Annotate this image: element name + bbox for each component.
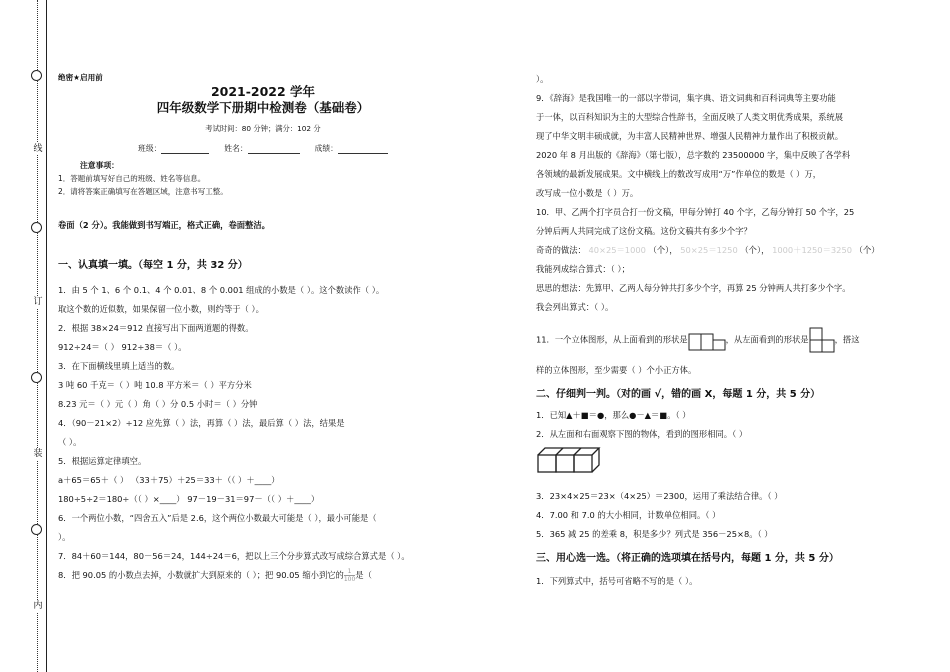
binding-circle xyxy=(31,372,42,383)
question-line: 样的立体图形，至少需要（ ）个小正方体。 xyxy=(536,365,697,375)
fraction-denominator: 100 xyxy=(343,576,356,583)
binding-char-nei: 内 xyxy=(33,601,43,611)
question-line: 2．根据 38×24＝912 直接写出下面两道题的得数。 xyxy=(58,323,254,333)
question-line: 3 吨 60 千克＝（ ）吨 10.8 平方米＝（ ）平方分米 xyxy=(58,380,252,390)
binding-char-ding: 订 xyxy=(33,297,43,307)
q11-text-a: 11．一个立体图形，从上面看到的形状是 xyxy=(536,334,688,345)
year-title: 2021-2022 学年 xyxy=(210,84,316,99)
q11-text-b: ，从左面看到的形状是 xyxy=(725,334,809,345)
question-line: 于一体，以百科知识为主的大型综合性辞书，全面反映了人类文明优秀成果，系统展 xyxy=(536,112,843,122)
top-view-shape-icon xyxy=(688,328,726,352)
question-line: 180÷5÷2＝180÷（（ ）×____） 97－19－31＝97－（（ ）＋____） xyxy=(58,494,320,504)
note-item: 2．请将答案正确填写在答题区域，注意书写工整。 xyxy=(58,187,228,196)
judge-line: 2．从左面和右面观察下图的物体，看到的图形相同。（ ） xyxy=(536,429,748,439)
question-line: 3．在下面横线里填上适当的数。 xyxy=(58,361,180,371)
question-line: 我会列出算式：（ ）。 xyxy=(536,302,614,312)
qiqi-method xyxy=(536,241,896,260)
neatness-line: 卷面（2 分）。我能做到书写端正，格式正确，卷面整洁。 xyxy=(58,220,270,230)
question-line: 912÷24＝（ ） 912÷38＝（ ）。 xyxy=(58,342,187,352)
section1-title: 一、认真填一填。（每空 1 分，共 32 分） xyxy=(58,260,248,271)
binding-margin xyxy=(0,0,50,672)
q11-text-c: ，搭这 xyxy=(834,334,860,345)
qiqi-step: 1000＋1250＝3250 xyxy=(772,245,853,255)
section2-title: 二、仔细判一判。（对的画 √，错的画 X，每题 1 分，共 5 分） xyxy=(536,389,821,400)
qiqi-step: （个） xyxy=(854,245,880,255)
question-line-8 xyxy=(58,566,468,585)
score-label: 成绩： xyxy=(314,144,338,153)
question-line: 10．甲、乙两个打字员合打一份文稿，甲每分钟打 40 个字，乙每分钟打 50 个字，25 xyxy=(536,207,855,217)
class-label: 班级： xyxy=(138,144,162,153)
judge-line: 3．23×4×25＝23×（4×25）＝2300，运用了乘法结合律。（ ） xyxy=(536,491,783,501)
judge-line: 5．365 减 25 的差乘 8，积是多少？列式是 356－25×8。（ ） xyxy=(536,529,773,539)
name-label: 姓名： xyxy=(224,144,248,153)
left-view-shape-icon xyxy=(809,327,835,353)
question-line: 5．根据运算定律填空。 xyxy=(58,456,147,466)
fraction-one-hundredth xyxy=(344,568,355,583)
binding-circle xyxy=(31,222,42,233)
question-11 xyxy=(536,327,896,353)
secret-label: 绝密★启用前 xyxy=(58,73,103,82)
qiqi-step: （个）， xyxy=(648,245,678,255)
right-column xyxy=(536,70,896,591)
question-line: 改写成一位小数是（ ）万。 xyxy=(536,188,639,198)
question-line: 现了中华文明丰硕成就，为丰富人民精神世界、增强人民精神力量作出了积极贡献。 xyxy=(536,131,843,141)
binding-circle xyxy=(31,70,42,81)
question-line: 各领域的最新发展成果。文中横线上的数改写成用“万”作单位的数是（ ）万， xyxy=(536,169,822,179)
question-line: 7．84＋60＝144，80－56＝24，144÷24＝6，把以上三个分步算式改写成综合算式是（ ）。 xyxy=(58,551,410,561)
question-line: 分钟后两人共同完成了这份文稿。这份文稿共有多少个字？ xyxy=(536,226,752,236)
name-blank[interactable] xyxy=(248,145,300,154)
qiqi-step: 50×25＝1250 xyxy=(680,245,738,255)
student-info xyxy=(58,140,468,158)
binding-char-xian: 线 xyxy=(33,144,43,154)
question-line: ）。 xyxy=(58,532,71,542)
question-line: ）。 xyxy=(536,74,549,84)
binding-dotted-line xyxy=(37,0,38,672)
score-blank[interactable] xyxy=(338,145,388,154)
question-line: 8.23 元＝（ ）元（ ）角（ ）分 0.5 小时＝（ ）分钟 xyxy=(58,399,258,409)
binding-circle xyxy=(31,524,42,535)
judge-line: 4．7.00 和 7.0 的大小相同，计数单位相同。（ ） xyxy=(536,510,721,520)
qiqi-step: （个）， xyxy=(740,245,770,255)
q8-text-b: 是（ xyxy=(355,570,372,580)
qiqi-step: 40×25＝1000 xyxy=(588,245,646,255)
left-column xyxy=(58,72,468,585)
binding-char-zhuang: 装 xyxy=(33,449,43,459)
question-line: 6．一个两位小数，“四舍五入”后是 2.6，这个两位小数最大可能是（ ），最小可能是（ xyxy=(58,513,377,523)
section3-title: 三、用心选一选。（将正确的选项填在括号内，每题 1 分，共 5 分） xyxy=(536,553,839,564)
note-item: 1．答题前填写好自己的班级、姓名等信息。 xyxy=(58,174,206,183)
fraction-numerator: 1 xyxy=(344,568,355,576)
question-line: 4．（90－21×2）÷12 应先算（ ）法，再算（ ）法，最后算（ ）法，结果是 xyxy=(58,418,345,428)
time-score: 考试时间：80 分钟；满分：102 分 xyxy=(205,124,321,133)
question-line: a＋65＝65＋（ ） （33＋75）＋25＝33＋（（ ）＋____） xyxy=(58,475,280,485)
choice-line: 1．下列算式中，括号可省略不写的是（ ）。 xyxy=(536,576,698,586)
question-line: 取这个数的近似数，如果保留一位小数，则约等于（ ）。 xyxy=(58,304,264,314)
exam-title: 四年级数学下册期中检测卷（基础卷） xyxy=(156,100,370,115)
question-line: 1．由 5 个 1、6 个 0.1、4 个 0.01、8 个 0.001 组成的小数是（ ）。这个数读作（ ）。 xyxy=(58,285,385,295)
notes-title: 注意事项： xyxy=(80,161,119,170)
class-blank[interactable] xyxy=(161,145,209,154)
judge-line: 1．已知▲＋■＝●，那么●－▲＝■。（ ） xyxy=(536,410,691,420)
question-line: 9．《辞海》是我国唯一的一部以字带词，集字典、语文词典和百科词典等主要功能 xyxy=(536,93,836,103)
question-line: （ ）。 xyxy=(58,437,82,447)
qiqi-label: 奇奇的做法： xyxy=(536,245,586,255)
q8-text-a: 8．把 90.05 的小数点去掉，小数就扩大到原来的（ ）；把 90.05 缩小到它的 xyxy=(58,570,344,580)
binding-solid-line xyxy=(46,0,47,672)
question-line: 我能列成综合算式：（ ）； xyxy=(536,264,630,274)
question-line: 2020 年 8 月出版的《辞海》（第七版），总字数约 23500000 字，集中反映了各学科 xyxy=(536,150,851,160)
cubes-figure-icon xyxy=(536,446,626,474)
question-line: 思思的想法：先算甲、乙两人每分钟共打多少个字，再算 25 分钟两人共打多少个字。 xyxy=(536,283,851,293)
